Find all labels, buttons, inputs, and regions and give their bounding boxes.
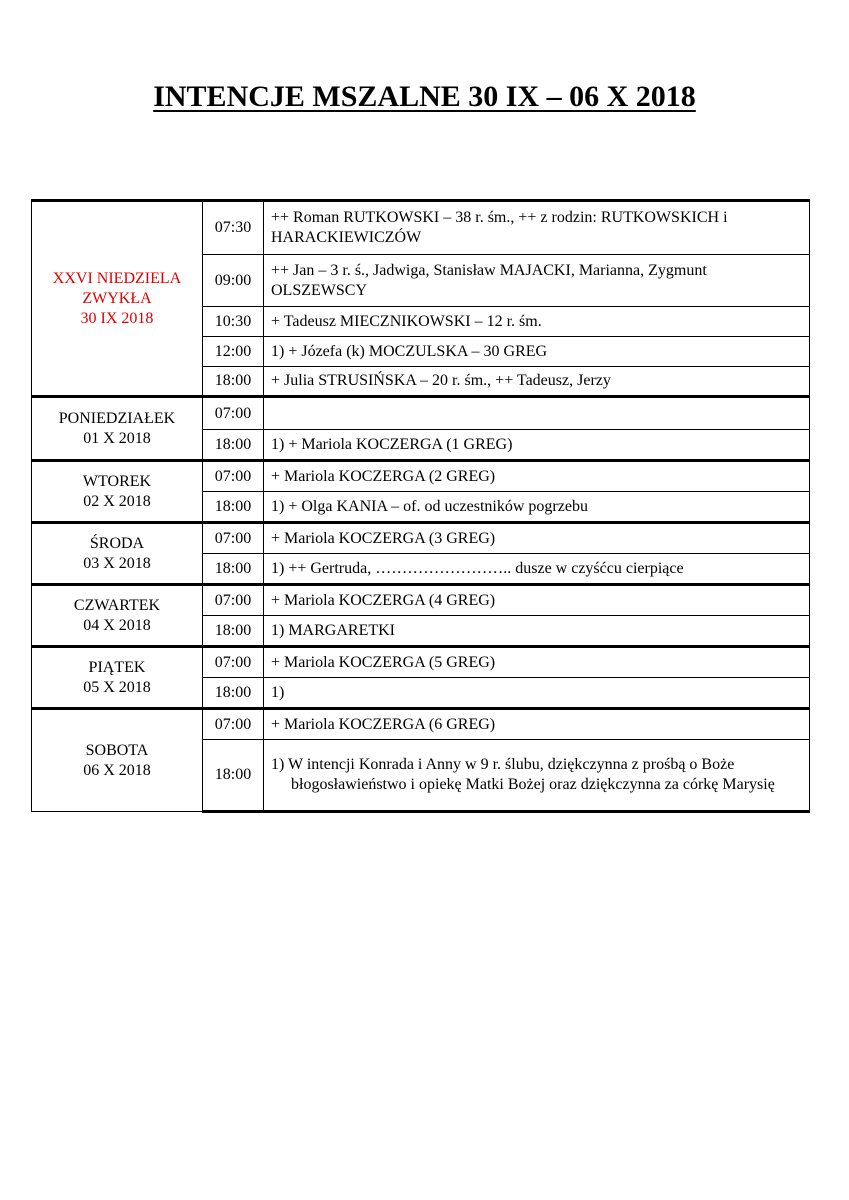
day-cell-sunday xyxy=(32,201,203,397)
mass-time: 10:30 xyxy=(203,307,264,337)
day-name: WTOREK xyxy=(82,472,152,490)
day-name-line2: ZWYKŁA xyxy=(82,289,152,307)
mass-time: 18:00 xyxy=(203,678,264,709)
day-cell-friday xyxy=(32,647,203,709)
day-cell-thursday xyxy=(32,585,203,647)
mass-time: 18:00 xyxy=(203,740,264,812)
mass-intention: + Mariola KOCZERGA (4 GREG) xyxy=(264,585,810,616)
mass-intention: 1) MARGARETKI xyxy=(264,616,810,647)
day-name: CZWARTEK xyxy=(73,596,161,614)
page-title: INTENCJE MSZALNE 30 IX – 06 X 2018 xyxy=(153,80,696,113)
mass-intention: + Mariola KOCZERGA (3 GREG) xyxy=(264,523,810,554)
mass-intention: + Mariola KOCZERGA (6 GREG) xyxy=(264,709,810,740)
mass-intention: + Julia STRUSIŃSKA – 20 r. śm., ++ Tadeusz, Jerzy xyxy=(264,367,810,397)
day-name: PONIEDZIAŁEK xyxy=(58,409,176,427)
mass-intention: ++ Jan – 3 r. ś., Jadwiga, Stanisław MAJACKI, Marianna, Zygmunt OLSZEWSCY xyxy=(264,255,810,307)
day-name: XXVI NIEDZIELA xyxy=(52,269,182,287)
day-date: 03 X 2018 xyxy=(83,554,151,572)
mass-time: 18:00 xyxy=(203,616,264,647)
table-row xyxy=(32,523,810,554)
table-row xyxy=(32,201,810,255)
mass-intention: 1) + Mariola KOCZERGA (1 GREG) xyxy=(264,430,810,461)
mass-intention: + Mariola KOCZERGA (2 GREG) xyxy=(264,461,810,492)
mass-intention: 1) ++ Gertruda, …………………….. dusze w czyśćcu cierpiące xyxy=(264,554,810,585)
day-name: SOBOTA xyxy=(85,741,149,759)
mass-time: 07:00 xyxy=(203,709,264,740)
day-cell-tuesday xyxy=(32,461,203,523)
mass-intention: + Mariola KOCZERGA (5 GREG) xyxy=(264,647,810,678)
mass-intention: + Tadeusz MIECZNIKOWSKI – 12 r. śm. xyxy=(264,307,810,337)
day-date: 02 X 2018 xyxy=(83,492,151,510)
day-cell-wednesday xyxy=(32,523,203,585)
day-name: PIĄTEK xyxy=(88,658,146,676)
mass-intention xyxy=(264,397,810,430)
table-row xyxy=(32,647,810,678)
mass-time: 09:00 xyxy=(203,255,264,307)
mass-time: 07:30 xyxy=(203,201,264,255)
day-date: 04 X 2018 xyxy=(83,616,151,634)
mass-time: 07:00 xyxy=(203,461,264,492)
mass-intention: 1) + Józefa (k) MOCZULSKA – 30 GREG xyxy=(264,337,810,367)
mass-time: 07:00 xyxy=(203,647,264,678)
day-date: 06 X 2018 xyxy=(83,761,151,779)
mass-time: 07:00 xyxy=(203,397,264,430)
mass-time: 07:00 xyxy=(203,523,264,554)
mass-intention xyxy=(264,740,810,812)
mass-intention-text: 1) W intencji Konrada i Anny w 9 r. ślubu, dziękczynna z prośbą o Boże błogosławieństwo i opiekę Matki Bożej oraz dziękczynna za córkę Marysię xyxy=(271,756,775,793)
mass-intention: 1) + Olga KANIA – of. od uczestników pogrzebu xyxy=(264,492,810,523)
day-date: 30 IX 2018 xyxy=(80,309,154,327)
day-cell-saturday xyxy=(32,709,203,812)
mass-intentions-table xyxy=(31,199,810,813)
mass-time: 07:00 xyxy=(203,585,264,616)
mass-time: 12:00 xyxy=(203,337,264,367)
table-row xyxy=(32,461,810,492)
mass-intention: ++ Roman RUTKOWSKI – 38 r. śm., ++ z rodzin: RUTKOWSKICH i HARACKIEWICZÓW xyxy=(264,201,810,255)
table-row xyxy=(32,709,810,740)
day-date: 05 X 2018 xyxy=(83,678,151,696)
table-row xyxy=(32,585,810,616)
mass-time: 18:00 xyxy=(203,492,264,523)
mass-time: 18:00 xyxy=(203,554,264,585)
mass-intention: 1) xyxy=(264,678,810,709)
mass-time: 18:00 xyxy=(203,367,264,397)
day-date: 01 X 2018 xyxy=(83,429,151,447)
day-name: ŚRODA xyxy=(89,534,145,552)
day-cell-monday xyxy=(32,397,203,461)
mass-time: 18:00 xyxy=(203,430,264,461)
table-row xyxy=(32,397,810,430)
